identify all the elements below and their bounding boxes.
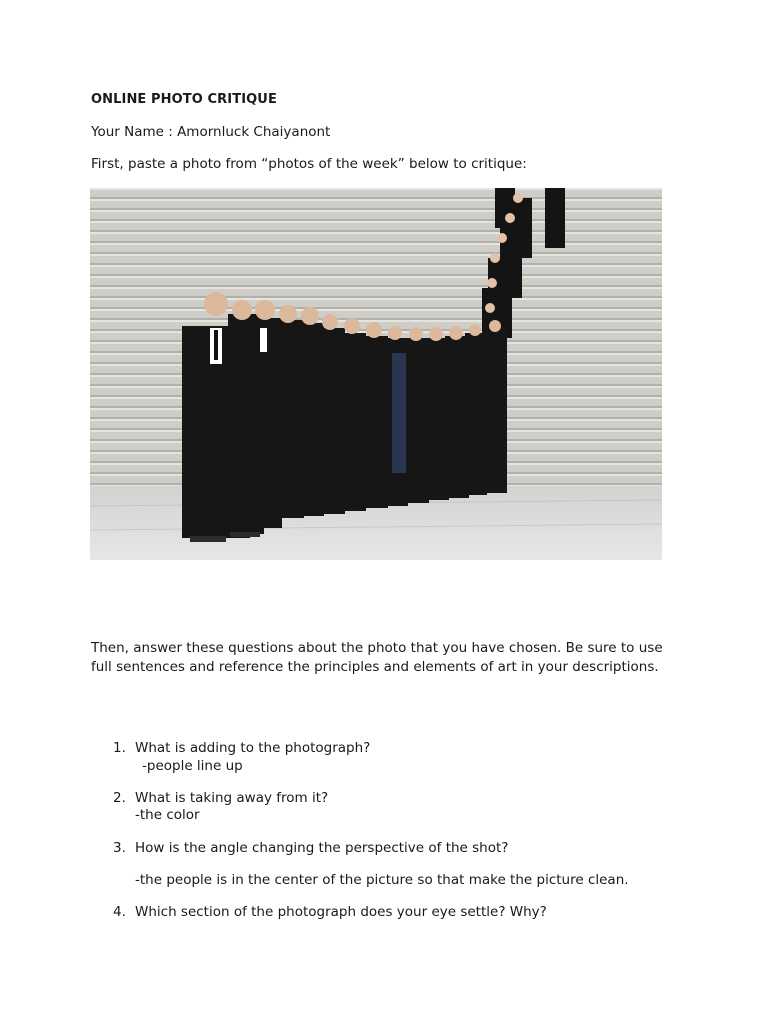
question-number: 1.: [113, 740, 126, 756]
question-1: [113, 740, 370, 757]
question-number: 2.: [113, 790, 126, 806]
question-text: What is adding to the photograph?: [135, 740, 371, 756]
instructions-paragraph: Then, answer these questions about the photo that you have chosen. Be sure to use full sentences and reference the principles and elements of art in your descriptions.: [91, 640, 663, 675]
answer-2: -the color: [135, 807, 200, 823]
question-text: What is taking away from it?: [135, 790, 329, 806]
question-number: 3.: [113, 840, 126, 856]
document-title: ONLINE PHOTO CRITIQUE: [91, 92, 277, 107]
photo-instruction: First, paste a photo from “photos of the week” below to critique:: [91, 156, 527, 172]
question-text: How is the angle changing the perspective of the shot?: [135, 840, 509, 856]
question-2: [113, 790, 328, 807]
question-number: 4.: [113, 904, 126, 920]
answer-1: -people line up: [142, 758, 243, 774]
question-text: Which section of the photograph does your eye settle? Why?: [135, 904, 547, 920]
critique-photo: [90, 188, 662, 560]
question-3: [113, 840, 508, 857]
student-name-line: Your Name : Amornluck Chaiyanont: [91, 124, 331, 140]
answer-3: -the people is in the center of the picture so that make the picture clean.: [135, 872, 629, 888]
question-4: [113, 904, 547, 921]
